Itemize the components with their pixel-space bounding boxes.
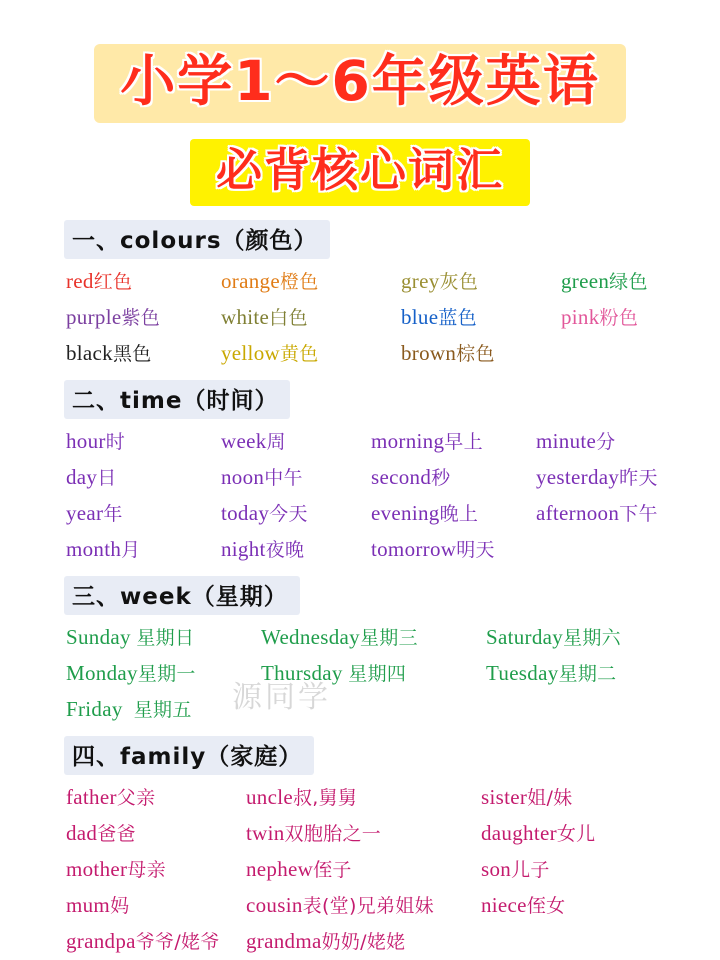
word-item: Saturday星期六 — [486, 625, 621, 650]
word-item: daughter女儿 — [481, 821, 596, 846]
section-colours — [22, 220, 698, 366]
word-item: today今天 — [221, 501, 308, 526]
word-row — [66, 339, 674, 366]
word-row — [66, 855, 674, 882]
page-subtitle: 必背核心词汇 — [190, 139, 530, 206]
word-row — [66, 659, 674, 686]
word-item: hour时 — [66, 429, 126, 454]
word-item: purple紫色 — [66, 305, 161, 330]
word-item: white白色 — [221, 305, 308, 330]
title-block — [22, 0, 698, 206]
word-item: minute分 — [536, 429, 616, 454]
word-item: evening晚上 — [371, 501, 479, 526]
word-list — [22, 623, 698, 722]
word-item: dad爸爸 — [66, 821, 136, 846]
word-item: noon中午 — [221, 465, 303, 490]
word-item: nephew侄子 — [246, 857, 352, 882]
word-row — [66, 499, 674, 526]
section-heading: 一、colours（颜色） — [64, 220, 330, 259]
word-row — [66, 463, 674, 490]
word-item: grandma奶奶/姥姥 — [246, 929, 406, 954]
word-row — [66, 927, 674, 954]
word-item: Friday 星期五 — [66, 697, 192, 722]
word-item: year年 — [66, 501, 123, 526]
word-item: son儿子 — [481, 857, 550, 882]
word-item: Thursday 星期四 — [261, 661, 407, 686]
word-item: Tuesday星期二 — [486, 661, 617, 686]
word-item: grey灰色 — [401, 269, 479, 294]
word-list — [22, 267, 698, 366]
word-item: Monday星期一 — [66, 661, 196, 686]
word-item: pink粉色 — [561, 305, 639, 330]
section-heading: 四、family（家庭） — [64, 736, 314, 775]
word-item: cousin表(堂)兄弟姐妹 — [246, 893, 434, 918]
word-row — [66, 623, 674, 650]
word-item: morning早上 — [371, 429, 483, 454]
word-row — [66, 695, 674, 722]
word-row — [66, 535, 674, 562]
word-item: twin双胞胎之一 — [246, 821, 382, 846]
section-heading: 二、time（时间） — [64, 380, 290, 419]
word-item: tomorrow明天 — [371, 537, 495, 562]
word-item: blue蓝色 — [401, 305, 477, 330]
word-list — [22, 427, 698, 562]
word-list — [22, 783, 698, 954]
word-item: afternoon下午 — [536, 501, 658, 526]
word-item: day日 — [66, 465, 117, 490]
word-item: second秒 — [371, 465, 451, 490]
word-item: grandpa爷爷/姥爷 — [66, 929, 220, 954]
word-item: brown棕色 — [401, 341, 495, 366]
watermark: 源同学 — [232, 680, 331, 715]
word-item: red红色 — [66, 269, 133, 294]
word-item: niece侄女 — [481, 893, 566, 918]
section-time — [22, 380, 698, 562]
word-row — [66, 427, 674, 454]
word-item: black黑色 — [66, 341, 152, 366]
section-week — [22, 576, 698, 722]
section-family — [22, 736, 698, 954]
word-row — [66, 303, 674, 330]
word-row — [66, 819, 674, 846]
word-item: sister姐/妹 — [481, 785, 573, 810]
word-item: yesterday昨天 — [536, 465, 658, 490]
page-title: 小学1～6年级英语 — [94, 44, 626, 123]
section-heading: 三、week（星期） — [64, 576, 300, 615]
word-row — [66, 267, 674, 294]
word-item: orange橙色 — [221, 269, 319, 294]
word-item: mother母亲 — [66, 857, 166, 882]
word-item: mum妈 — [66, 893, 130, 918]
word-item: green绿色 — [561, 269, 648, 294]
word-item: yellow黄色 — [221, 341, 319, 366]
word-item: month月 — [66, 537, 141, 562]
word-row — [66, 891, 674, 918]
word-item: father父亲 — [66, 785, 156, 810]
word-item: Sunday 星期日 — [66, 625, 195, 650]
word-item: night夜晚 — [221, 537, 305, 562]
word-item: week周 — [221, 429, 286, 454]
word-row — [66, 783, 674, 810]
word-item: Wednesday星期三 — [261, 625, 418, 650]
word-item: uncle叔,舅舅 — [246, 785, 358, 810]
